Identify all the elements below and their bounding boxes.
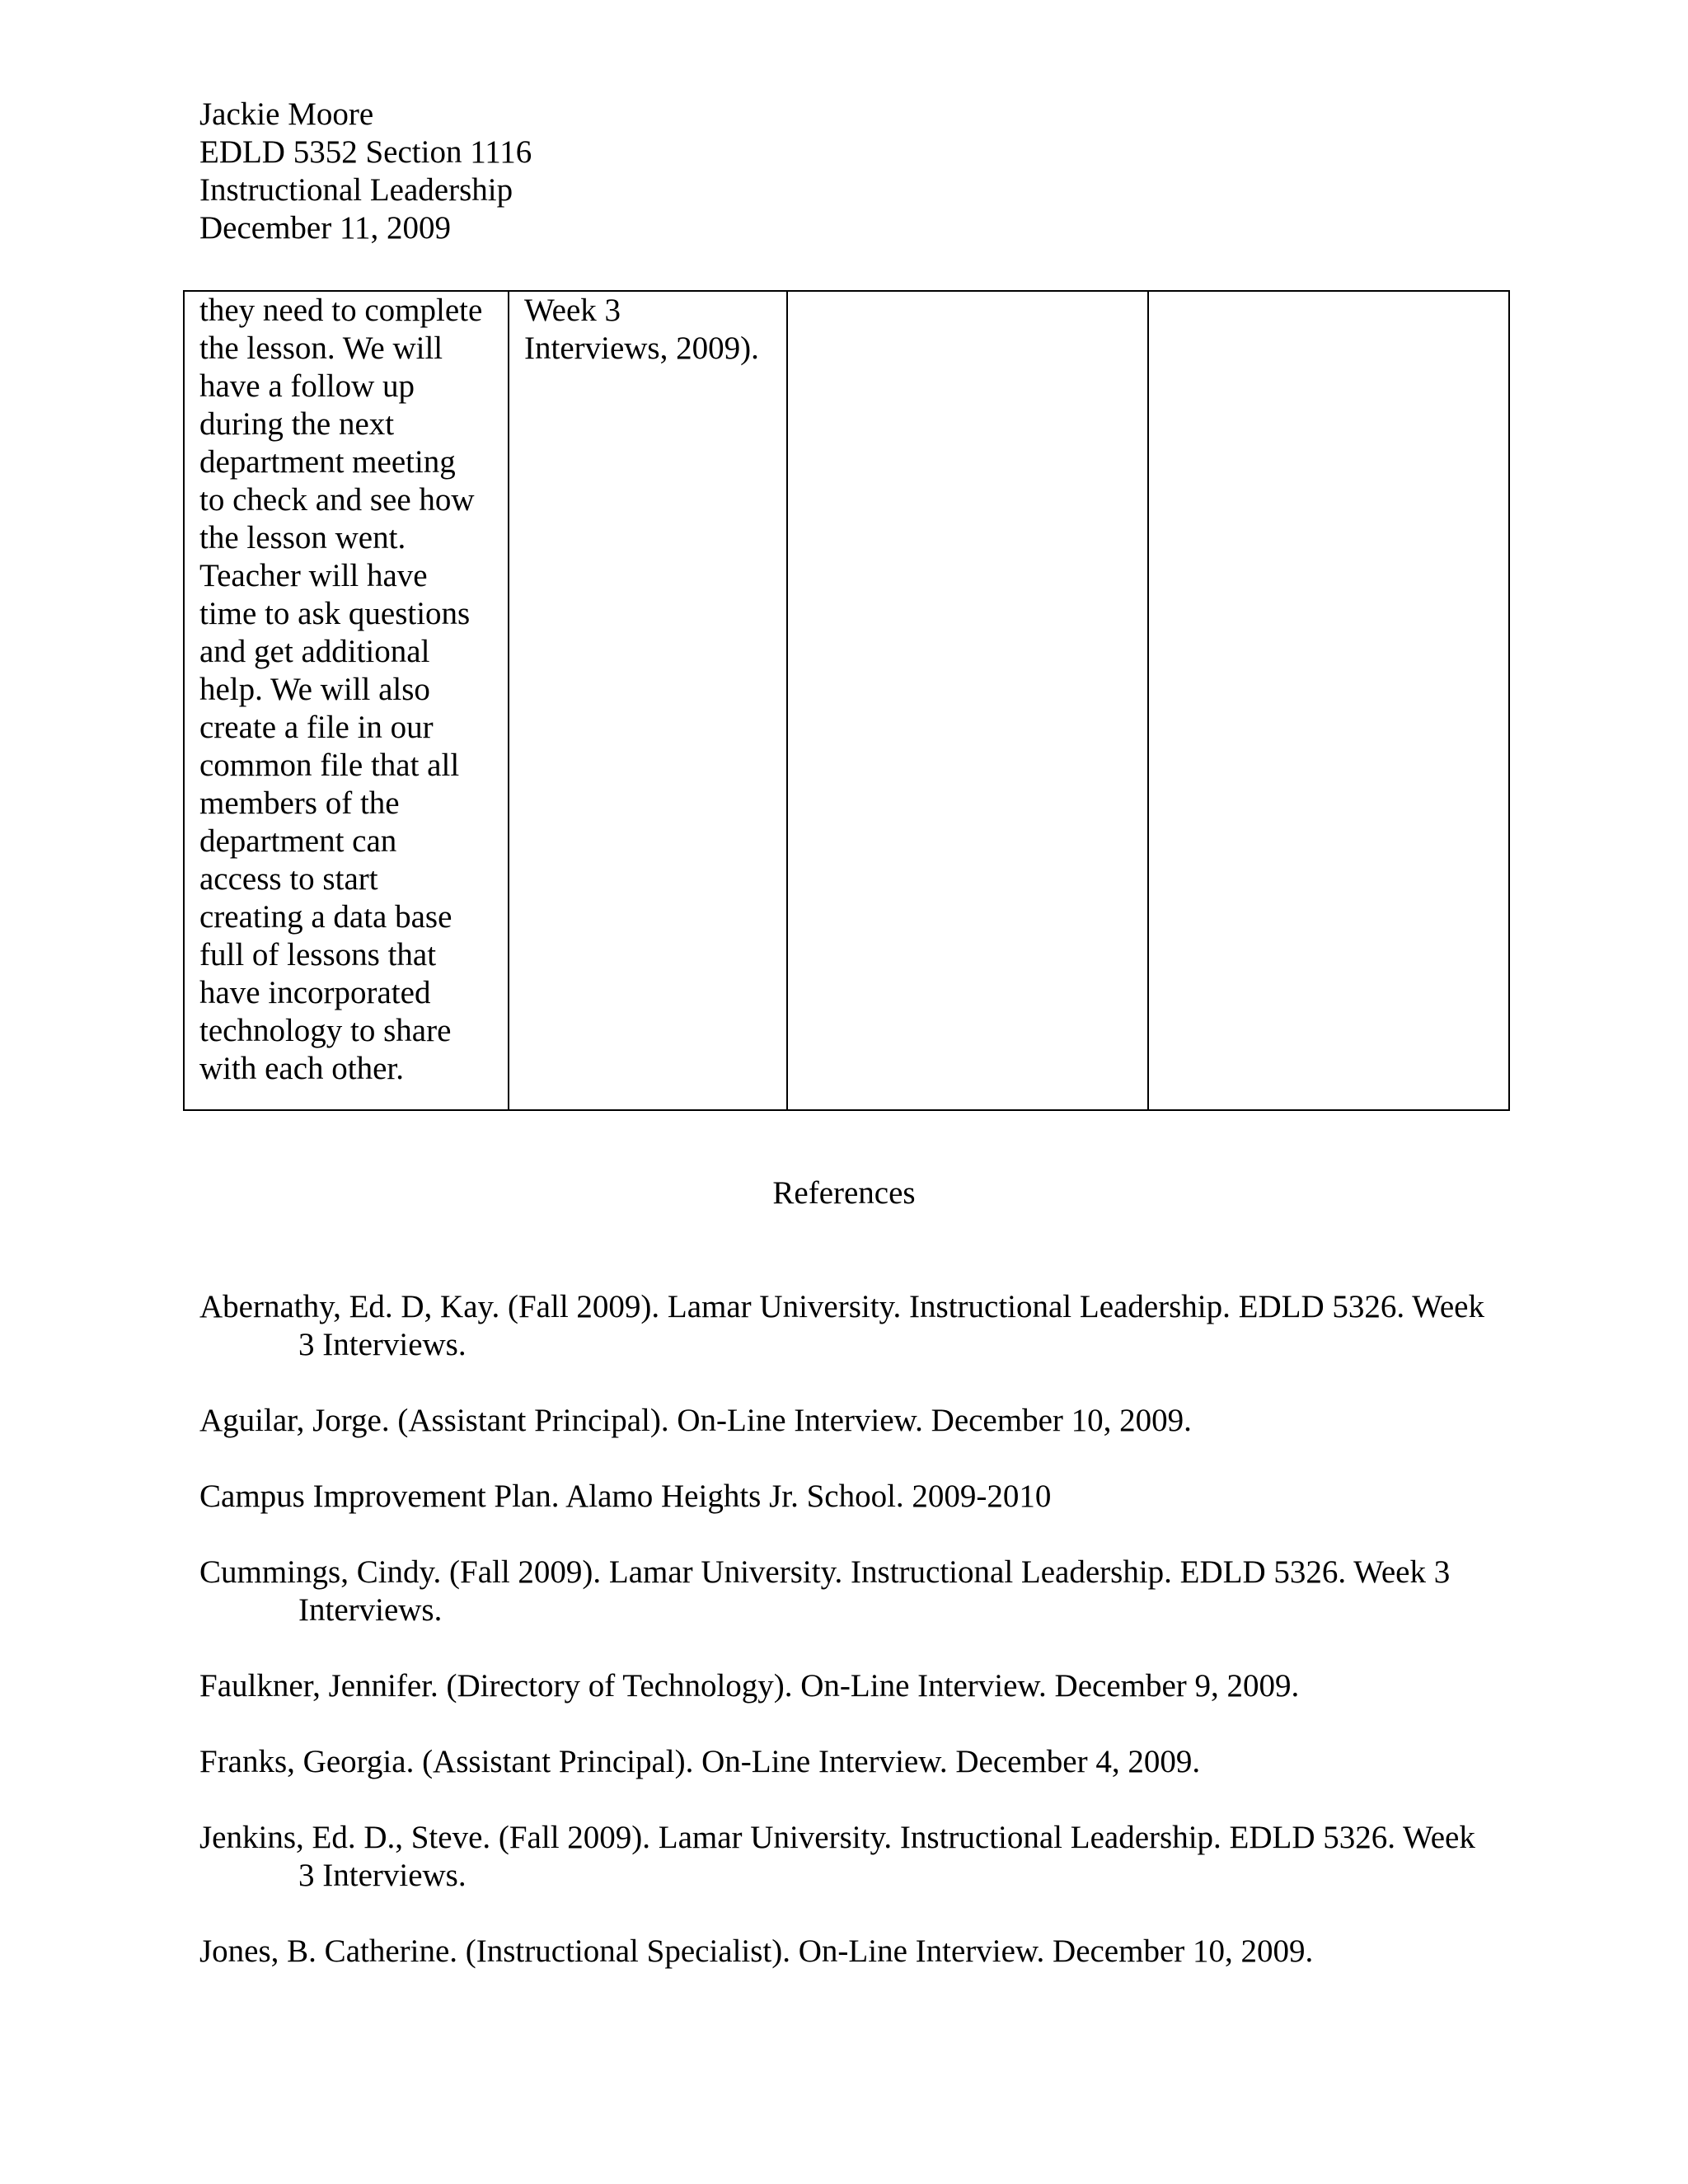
reference-entry: Jones, B. Catherine. (Instructional Specialist). On-Line Interview. December 10, 2009. [199, 1933, 1314, 1969]
cell-text: they need to complete the lesson. We will have a follow up during the next department meeting to check and see how the lesson went. Teacher will have time to ask questions and get additional help. We will also create a file in our common file that all members of the department can access to start creating a data base full of lessons that have incorporated technology to share with each other. [199, 293, 483, 1086]
reference-entry: Campus Improvement Plan. Alamo Heights Jr. School. 2009-2010 [199, 1479, 1052, 1514]
table-cell-empty [787, 291, 1148, 1110]
reference-entry: Abernathy, Ed. D, Kay. (Fall 2009). Lamar University. Instructional Leadership. EDLD 5326. Week 3 Interviews. [199, 1289, 1484, 1362]
reference-entry: Faulkner, Jennifer. (Directory of Technology). On-Line Interview. December 9, 2009. [199, 1668, 1300, 1704]
plan-table-grid [183, 290, 1510, 1111]
course-section: EDLD 5352 Section 1116 [199, 134, 532, 170]
reference-entry: Franks, Georgia. (Assistant Principal). On-Line Interview. December 4, 2009. [199, 1744, 1201, 1779]
table-cell-empty [1148, 291, 1509, 1110]
reference-entry: Aguilar, Jorge. (Assistant Principal). On-Line Interview. December 10, 2009. [199, 1403, 1192, 1438]
table-cell-action [184, 291, 509, 1110]
plan-table [183, 290, 1500, 1111]
reference-entry: Jenkins, Ed. D., Steve. (Fall 2009). Lamar University. Instructional Leadership. EDLD 5326. Week 3 Interviews. [199, 1820, 1475, 1893]
table-row [184, 291, 1509, 1110]
references-list [199, 1288, 1485, 2008]
table-cell-source [509, 291, 787, 1110]
document-date: December 11, 2009 [199, 210, 452, 246]
document-header [199, 96, 532, 247]
references-heading: References [772, 1175, 916, 1211]
cell-text: Week 3 Interviews, 2009). [524, 293, 759, 366]
author-name: Jackie Moore [199, 96, 374, 132]
reference-entry: Cummings, Cindy. (Fall 2009). Lamar University. Instructional Leadership. EDLD 5326. Week 3 Interviews. [199, 1554, 1451, 1628]
course-subject: Instructional Leadership [199, 172, 513, 208]
